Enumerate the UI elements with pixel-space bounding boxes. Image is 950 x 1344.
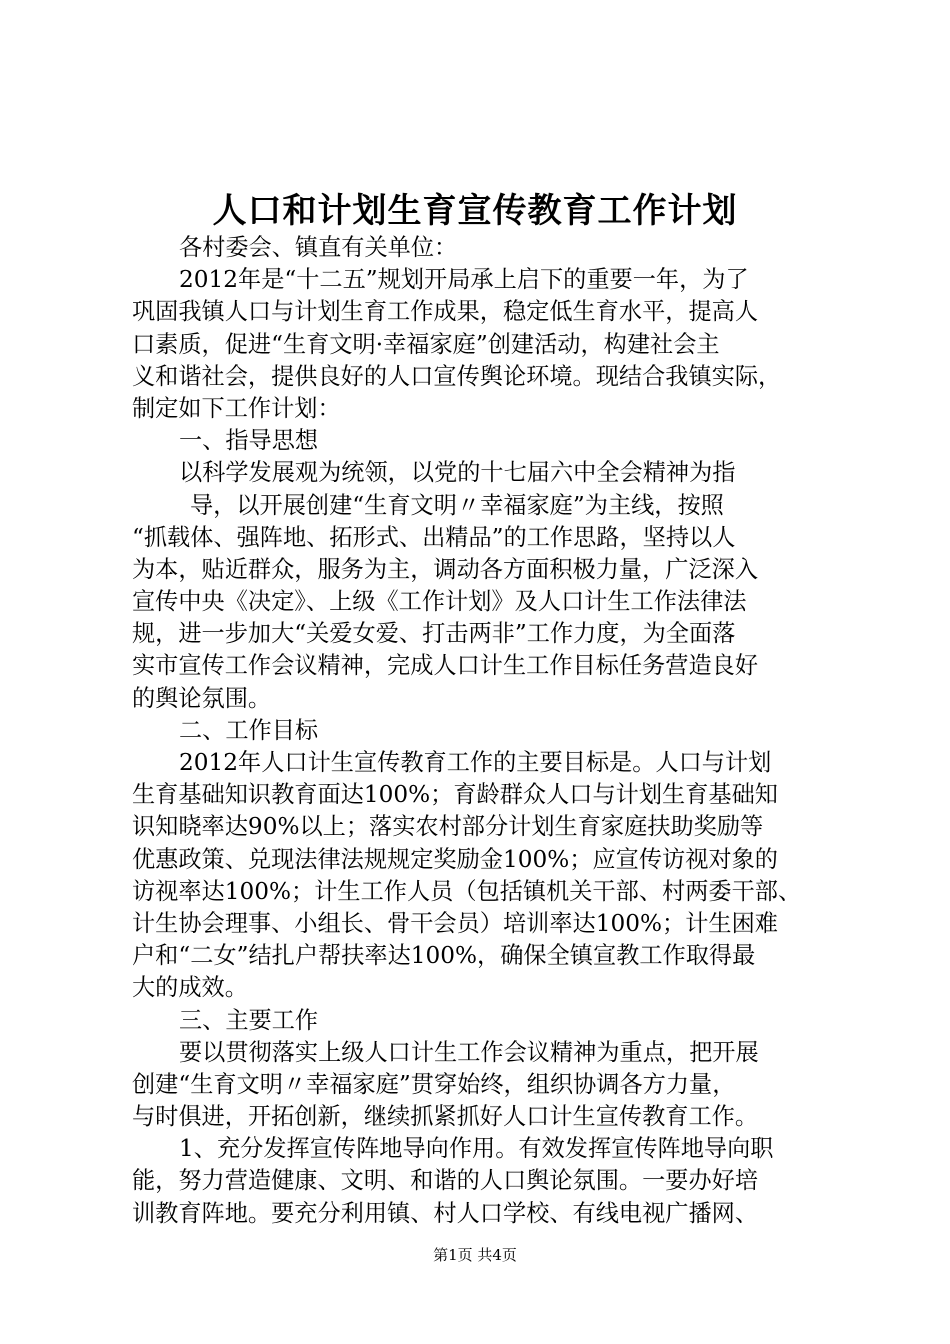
- text-line: 要以贯彻落实上级人口计生工作会议精神为重点，把开展: [179, 1038, 759, 1066]
- document-body: [132, 232, 832, 1230]
- text-line: 识知晓率达90%以上；落实农村部分计划生育家庭扶助奖励等: [132, 813, 764, 841]
- text-line: 巩固我镇人口与计划生育工作成果，稳定低生育水平，提高人: [132, 298, 759, 326]
- text-line: 户和“二女”结扎户帮扶率达100%，确保全镇宣教工作取得最: [132, 942, 756, 970]
- text-line: 生育基础知识教育面达100%；育龄群众人口与计划生育基础知: [132, 781, 778, 809]
- text-line: 2012年是“十二五”规划开局承上启下的重要一年，为了: [179, 266, 749, 294]
- text-line: 以科学发展观为统领，以党的十七届六中全会精神为指: [179, 459, 736, 487]
- text-line: 大的成效。: [132, 974, 248, 1002]
- text-line: 1、充分发挥宣传阵地导向作用。有效发挥宣传阵地导向职: [179, 1135, 774, 1163]
- text-line: 宣传中央《决定》、上级《工作计划》及人口计生工作法律法: [132, 588, 747, 616]
- section-heading: 三、主要工作: [179, 1006, 319, 1034]
- document-title: 人口和计划生育宣传教育工作计划: [212, 191, 738, 231]
- text-line: 能，努力营造健康、文明、和谐的人口舆论氛围。一要办好培: [132, 1167, 759, 1195]
- text-line: 制定如下工作计划：: [132, 394, 341, 422]
- text-line: 口素质，促进“生育文明·幸福家庭”创建活动，构建社会主: [132, 330, 720, 358]
- page-footer: 第1页 共4页: [433, 1246, 517, 1264]
- text-line: 训教育阵地。要充分利用镇、村人口学校、有线电视广播网、: [132, 1199, 759, 1227]
- text-line: 创建“生育文明〃幸福家庭”贯穿始终，组织协调各方力量，: [132, 1070, 736, 1098]
- text-line: 为本，贴近群众，服务为主，调动各方面积极力量，广泛深入: [132, 555, 759, 583]
- text-line: 2012年人口计生宣传教育工作的主要目标是。人口与计划: [179, 749, 772, 776]
- text-line: 优惠政策、兑现法律法规规定奖励金100%；应宣传访视对象的: [132, 845, 778, 873]
- text-line: 计生协会理事、小组长、骨干会员）培训率达100%；计生困难: [132, 909, 778, 937]
- section-heading: 二、工作目标: [179, 716, 319, 744]
- text-line: 导，以开展创建“生育文明〃幸福家庭”为主线，按照: [190, 491, 724, 519]
- text-line: 与时俱进，开拓创新，继续抓紧抓好人口计生宣传教育工作。: [132, 1103, 759, 1131]
- text-line: 访视率达100%；计生工作人员（包括镇机关干部、村两委干部、: [132, 877, 802, 905]
- text-line: 规，进一步加大“关爱女爱、打击两非”工作力度，为全面落: [132, 620, 736, 648]
- text-line: “抓载体、强阵地、拓形式、出精品”的工作思路，坚持以人: [132, 523, 736, 551]
- text-line: 义和谐社会，提供良好的人口宣传舆论环境。现结合我镇实际，: [132, 362, 782, 390]
- text-line: 各村委会、镇直有关单位：: [179, 234, 458, 261]
- section-heading: 一、指导思想: [179, 427, 319, 455]
- text-line: 的舆论氛围。: [132, 684, 272, 712]
- text-line: 实市宣传工作会议精神，完成人口计生工作目标任务营造良好: [132, 652, 759, 680]
